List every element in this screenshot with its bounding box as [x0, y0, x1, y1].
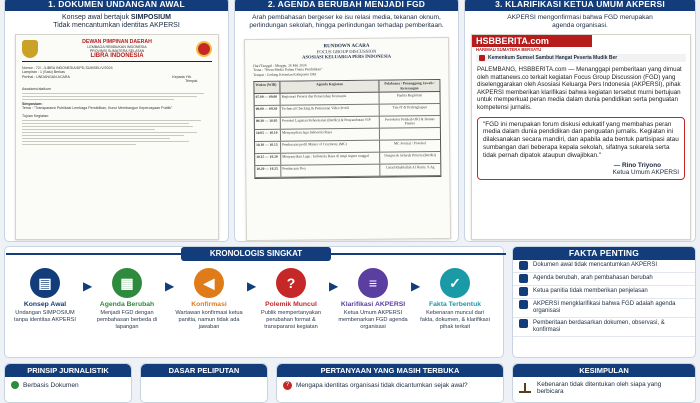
panel-title: 1. DOKUMEN UNDANGAN AWAL	[5, 0, 228, 11]
step-description: Wartawan konfirmasi ketua panitia, namun tidak ada jawaban	[175, 310, 243, 330]
step-title: Konfirmasi	[191, 301, 227, 308]
fakta-item	[513, 318, 695, 337]
rundown-agenda: Technical Checking & Pemutaran Video Profil	[281, 105, 380, 117]
step-description: Kebenaran muncul dari fakta, dokumen, & klarifikasi pihak terkait	[420, 310, 490, 330]
question-icon: ?	[283, 381, 292, 390]
rundown-time: 09.30 — 10.05	[255, 118, 281, 129]
step-title: Konsep Awal	[23, 301, 67, 308]
rundown-pic: Dirigen & Seluruh Peserta (Berdiri)	[384, 153, 436, 158]
fact-icon	[519, 300, 528, 309]
step-description: Undangan SIMPOSIUM tanpa identitas AKPERSI	[14, 310, 76, 323]
rundown-row	[255, 164, 440, 178]
rundown-agenda: Protokol Lagiatan Kehormatan (Berdiri) & Penyambutan VIP	[281, 117, 380, 129]
kronologi-step	[10, 268, 80, 324]
kronologi-step	[338, 268, 408, 330]
rundown-time: 10.15 — 10.20	[255, 154, 281, 165]
rundown-agenda: Pembacaan profil Master of Ceremony (MC)	[281, 141, 380, 153]
news-article: HSBBERITA.com HARIMAU SUMATERA BERSATU Kemenkum Sumsel Sambut Hangat Peserta Mudik Ber PALEMBANG, HSBBERITA.com — Menanggapi pemberitaan yang dimuat oleh mattanews.co terkait kegiatan Focus Group Discussion (FGD) yang diselenggarakan oleh Asosiasi Keluarga Pers Indonesia (AKPERSI), pihak AKPERSI memberikan klarifikasi bahwa kegiatan tersebut murni bertujuan untuk memperkuat peran media dalam dunia pendidikan serta penguatan kompetensi jurnalis. "FGD ini merupakan forum diskusi edukatif yang membahas peran media dalam dunia pendidikan dan penguatan jurnalis. Kegiatan ini dilaksanakan secara mandiri, dan apabila ada bentuk partisipasi atau sumbangan dari beberapa kepala sekolah, sifatnya sukarela serta tidak pernah dipatok ataupun diwajibkan." — Rino Triyono Ketua Umum AKPERSI	[471, 34, 691, 240]
step-title: Klarifikasi AKPERSI	[340, 301, 406, 308]
arrow-right-icon: ▶	[329, 279, 339, 293]
kronologi-step	[92, 268, 162, 330]
check-icon: ✓	[440, 268, 470, 298]
step-description: Publik mempertanyakan perubahan format & transparansi kegiatan	[260, 310, 321, 330]
fakta-item	[513, 286, 695, 299]
report-icon: ≡	[358, 268, 388, 298]
panel-klarifikasi	[464, 0, 696, 242]
arrow-right-icon: ▶	[83, 279, 93, 293]
fact-icon	[519, 287, 528, 296]
arrow-right-icon: ▶	[165, 279, 175, 293]
rundown-time: 10.05 — 10.10	[255, 130, 281, 141]
check-icon	[11, 381, 19, 389]
ticker-icon	[479, 55, 485, 61]
rundown-table: Waktu (WIB) Agenda Kegiatan Pelaksana / Penanggung Jawab / Keterangan 07.00 — 09.00 Registrasi Peserta dan Penyerahan Konsumsi Panitia Registrasi 09.00 — 09.30 Technical Checking & Pemutaran Video Profil Tim IT & Perlengkapan 09.30 — 10.05 Protokol Lagiatan Kehormatan (Berdiri) & Penyambutan VIP Protokoler Pemkab OKI & Humas Panitia 10.05 — 10.10 Menyanyikan lagu Indonesia Raya 10.10 — 10.15 Pembacaan profil Master of Ceremony (MC) MC Formal / Protokol 10.15 — 10.20 Menyanyikan Lagu : Indonesia Raya di tengi segera tunggal Dirigen & Seluruh Peserta (Berdiri) 10.20 — 10.25 Pembacaan Doa Ustad Khablullah Al Harits, S.Ag	[253, 79, 441, 179]
fakta-text: Dokumen awal tidak mencantumkan AKPERSI	[533, 262, 658, 268]
rundown-pic: Ustad Khablullah Al Harits, S.Ag	[386, 165, 435, 170]
rundown-time: 10.20 — 10.25	[255, 166, 281, 177]
rundown-agenda: Menyanyikan lagu Indonesia Raya	[281, 129, 380, 141]
fakta-text: AKPERSI mengklarifikasi bahwa FGD adalah agenda organisasi	[533, 301, 676, 314]
megaphone-icon: ◀	[194, 268, 224, 298]
organization-logo-icon	[196, 41, 212, 57]
fact-icon	[519, 274, 528, 283]
panel-title: 2. AGENDA BERUBAH MENJADI FGD	[235, 0, 458, 11]
panel-prinsip: PRINSIP JURNALISTIK Berbasis Dokumen	[4, 363, 132, 403]
panel-agenda-berubah	[234, 0, 459, 242]
fakta-text: Agenda berubah, arah pembahasan berubah	[533, 275, 653, 281]
fakta-text: Ketua panitia tidak memberikan penjelasan	[533, 288, 648, 294]
kronologi-step	[256, 268, 326, 330]
fakta-item	[513, 273, 695, 286]
panel-description: Konsep awal bertajuk SIMPOSIUM Tidak mencantumkan identitas AKPERSI	[53, 14, 180, 29]
step-description: Ketua Umum AKPERSI membenarkan FGD agenda organisasi	[338, 310, 408, 330]
panel-kesimpulan: KESIMPULAN Kebenaran tidak ditentukan oleh siapa yang berbicara	[512, 363, 696, 403]
rundown-agenda: Registrasi Peserta dan Penyerahan Konsumsi	[281, 93, 380, 105]
fakta-title: FAKTA PENTING	[513, 247, 695, 260]
kronologi-step	[420, 268, 490, 330]
step-title: Agenda Berubah	[99, 301, 155, 308]
emblem-icon	[22, 40, 38, 58]
arrow-right-icon: ▶	[411, 279, 421, 293]
panel-title: 3. KLARIFIKASI KETUA UMUM AKPERSI	[465, 0, 695, 11]
kronologi-step	[174, 268, 244, 330]
panel-description: AKPERSI mengonfirmasi bahwa FGD merupakan agenda organisasi.	[507, 14, 653, 29]
rundown-time: 10.10 — 10.15	[255, 142, 281, 153]
rundown-document: RUNDOWN ACARA FOCUS GROUP DISCUSSION ASOSIASI KELUARGA PERS INDONESIA Hari/Tanggal : Minggu, 26 Mei 2024 Tema : "Peran Media Dalam Dunia Pendidikan" Tempat : Gedung Kesenian Kabupaten OKI Waktu (WIB) Agenda Kegiatan Pelaksana / Penanggung Jawab / Keterangan 07.00 — 09.00 Registrasi Peserta dan Penyerahan Konsumsi Panitia Registrasi 09.00 — 09.30 Technical Checking & Pemutaran Video Profil Tim IT & Perlengkapan 09.30 — 10.05 Protokol Lagiatan Kehormatan (Berdiri) & Penyambutan VIP Protokoler Pemkab OKI & Humas Panitia 10.05 — 10.10 Menyanyikan lagu Indonesia Raya 10.10 — 10.15 Pembacaan profil Master of Ceremony (MC) MC Formal / Protokol 10.15 — 10.20 Menyanyikan Lagu : Indonesia Raya di tengi segera tunggal Dirigen & Seluruh Peserta (Berdiri) 10.20 — 10.25 Pembacaan Doa Ustad Khablullah Al Harits, S.Ag	[244, 37, 451, 241]
news-site-logo: HSBBERITA.com	[472, 35, 592, 47]
rundown-pic: Tim IT & Perlengkapan	[392, 105, 427, 110]
fakta-item	[513, 260, 695, 273]
rundown-agenda: Pembacaan Doa	[281, 165, 380, 177]
rundown-pic: Panitia Registrasi	[396, 93, 423, 98]
news-ticker[interactable]: Kemenkum Sumsel Sambut Hangat Peserta Mudik Ber	[488, 55, 618, 61]
rundown-pic: Protokoler Pemkab OKI & Humas Panitia	[384, 117, 435, 126]
rundown-pic	[380, 128, 440, 140]
panel-dasar-peliputan: DASAR PELIPUTAN	[140, 363, 268, 403]
rundown-agenda: Menyanyikan Lagu : Indonesia Raya di tengi segera tunggal	[281, 153, 380, 165]
rundown-pic: MC Formal / Protokol	[393, 141, 427, 146]
kronologi-title: KRONOLOGIS SINGKAT	[181, 247, 331, 261]
rundown-time: 07.00 — 09.00	[255, 94, 281, 105]
step-description: Menjadi FGD dengan pembahasan berbeda di lapangan	[96, 310, 158, 330]
panel-dokumen-undangan	[4, 0, 229, 242]
panel-description: Arah pembahasan bergeser ke isu relasi media, tekanan oknum, perlindungan sekolah, hingga perlindungan terhadap pemberitaan.	[249, 14, 444, 29]
step-title: Polemik Muncul	[265, 301, 317, 308]
calendar-icon: ▦	[112, 268, 142, 298]
arrow-right-icon: ▶	[247, 279, 257, 293]
quote-box: "FGD ini merupakan forum diskusi edukatif yang membahas peran media dalam dunia pendidikan dan penguatan jurnalis. Kegiatan ini dilaksanakan secara mandiri, dan apabila ada bentuk partisipasi atau sumbangan dari beberapa kepala sekolah, sifatnya sukarela serta tidak pernah dipatok ataupun diwajibkan." — Rino Triyono Ketua Umum AKPERSI	[477, 117, 685, 180]
fakta-item	[513, 299, 695, 318]
rundown-time: 09.00 — 09.30	[255, 106, 281, 117]
panel-pertanyaan: PERTANYAAN YANG MASIH TERBUKA ? Mengapa identitas organisasi tidak dicantumkan sejak awal?	[276, 363, 504, 403]
article-body: PALEMBANG, HSBBERITA.com — Menanggapi pemberitaan yang dimuat oleh mattanews.co terkait kegiatan Focus Group Discussion (FGD) yang diselenggarakan oleh Asosiasi Keluarga Pers Indonesia (AKPERSI), pihak AKPERSI memberikan klarifikasi bahwa kegiatan tersebut murni bertujuan untuk memperkuat peran media dalam dunia pendidikan serta penguatan kompetensi jurnalis.	[477, 66, 682, 111]
scale-icon	[519, 383, 531, 393]
fact-icon	[519, 261, 528, 270]
fact-icon	[519, 319, 528, 328]
document-icon: ▤	[30, 268, 60, 298]
question-icon: ?	[276, 268, 306, 298]
invitation-letter: DEWAN PIMPINAN DAERAH LEMBAGA REMBUKAN INDONESIA PROVINSI SUMATERA SELATAN LIBRA INDONESIA Nomor : 72/.../LIBRA INDONESIA/DPD-SUMSEL/V/2024 Lampiran : 1 (Satu) Berkas Perihal : UNDANGAN ACARA Kepada Yth. Tempat. Assalamu'alaikum Simposium: Tema : "Transparansi Publikasi Lembaga Pendidikan, Kunci Membangun Kepercayaan Publik" Tujuan Kegiatan:	[15, 34, 219, 240]
panel-fakta-penting	[512, 246, 696, 358]
step-title: Fakta Terbentuk	[429, 301, 481, 308]
fakta-text: Pemberitaan berdasarkan dokumen, observasi, & konfirmasi	[533, 320, 665, 333]
